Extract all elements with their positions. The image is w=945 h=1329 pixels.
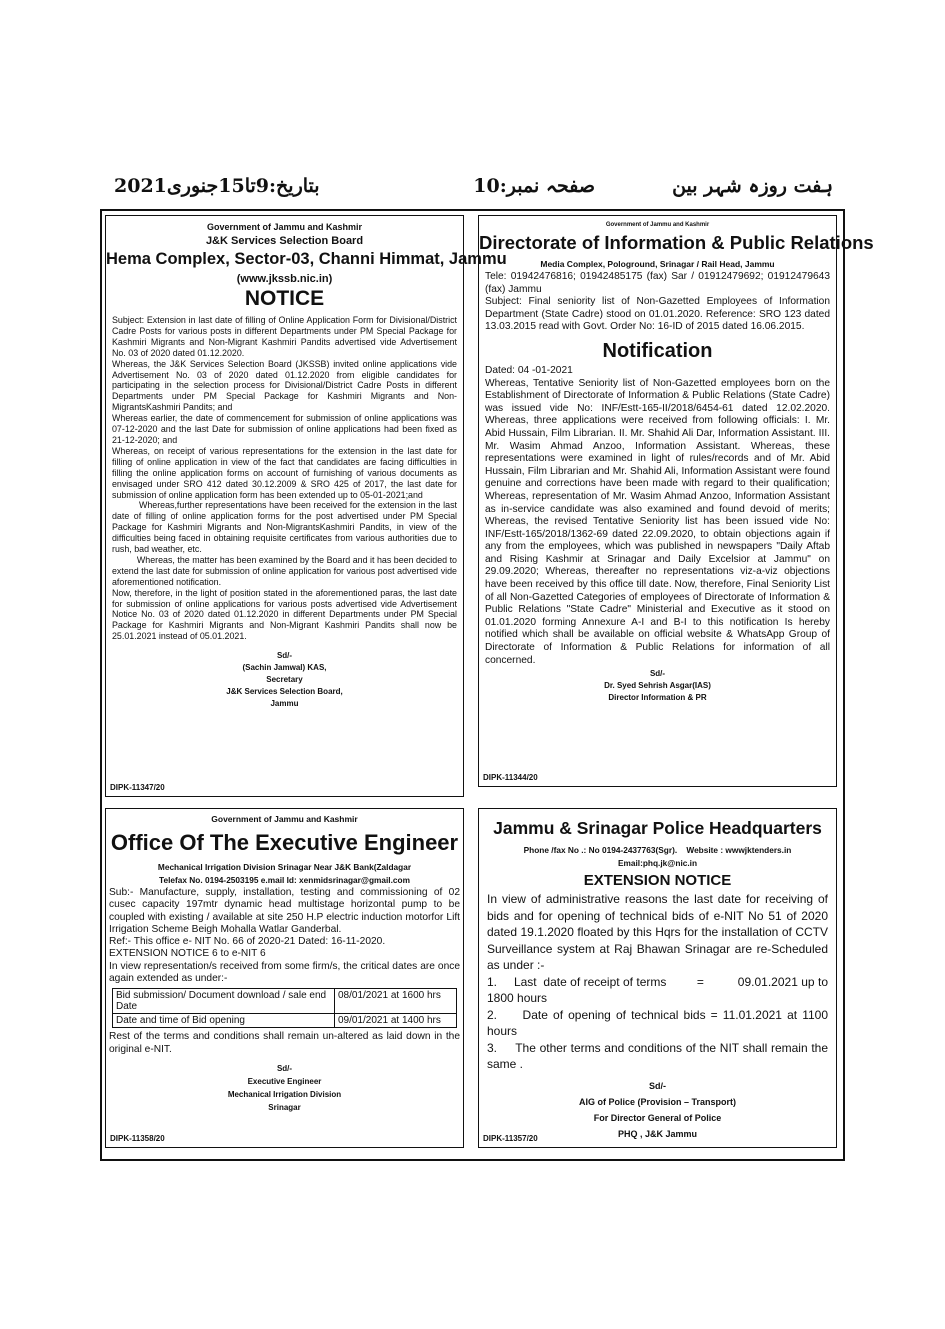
- notification-date: Dated: 04 -01-2021: [485, 364, 573, 376]
- directorate-address: Media Complex, Pologround, Srinagar / Rail Head, Jammu: [540, 259, 775, 269]
- critical-dates-table: [112, 988, 457, 1028]
- police-email: Email:phq.jk@nic.in: [617, 858, 698, 868]
- table-cell: Date and time of Bid opening: [113, 1014, 335, 1028]
- notice-para: Whereas, the matter has been examined by the Board and it has been decided to extend the last date for submission of online application for various post advertised vide aforementioned notification.: [112, 554, 460, 587]
- board-name: J&K Services Selection Board: [205, 235, 364, 247]
- paper-name: ہفت روزہ شہر بین: [672, 175, 833, 197]
- govt-line: Government of Jammu and Kashmir: [211, 814, 358, 824]
- signature-line: PHQ , J&K Jammu: [617, 1128, 698, 1139]
- table-cell: 08/01/2021 at 1600 hrs: [335, 989, 457, 1014]
- signature-line: Executive Engineer: [247, 1076, 322, 1086]
- notice-para: Now, therefore, in the light of position stated in the aforementioned paras, the last date for submission of online applications for various posts advertised vide Advertisement Notice No. 03 of 2020 dated 01.12.2020 in different Departments under PM Special Package for Kashmiri Migrants and Non-Migrant Kashmiri Pandits shall now be 25.01.2021 instead of 05.01.2021.: [112, 587, 457, 642]
- office-heading: Office Of The Executive Engineer: [110, 830, 459, 855]
- board-website: (www.jkssb.nic.in): [236, 273, 333, 285]
- notice-para: Whereas earlier, the date of commencement for submission of online applications was 07-12-2020 and the last Date for submission of online applications had been fixed as 21-12-2020; and: [112, 413, 457, 445]
- table-row: [113, 989, 457, 1014]
- signature-line: AIG of Police (Provision – Transport): [578, 1096, 737, 1107]
- dipk-number: DIPK-11344/20: [483, 773, 538, 782]
- directorate-heading: Directorate of Information & Public Relations: [479, 232, 874, 253]
- extension-para: 3. The other terms and conditions of the NIT shall remain the same .: [487, 1040, 832, 1071]
- signature-line: Sd/-: [649, 1080, 666, 1091]
- notice-body: [112, 315, 460, 642]
- table-row: [113, 1014, 457, 1028]
- notice-para: Whereas, the J&K Services Selection Board (JKSSB) invited online applications vide Advertisement No. 03 of 2020 dated 01.12.2020 from eligible candidates for participating in the selection process for Divisional/District Cadre Posts in different Departments under PM Special Package for Kashmiri Migrants and Non-MigrantsKashmiri Pandits; and: [112, 358, 457, 413]
- notice-para: Whereas, on receipt of various representations for the extension in the last date for filling of online application in view of the fact that candidates are facing difficulties in filling the online application forms on account of furnishing of various documents as envisaged under SRO 412 dated 30.12.2009 & SRO 425 of 2017, the last date for submission of online application form has been extended up to 05-01-2021;and: [112, 445, 457, 500]
- dipk-number: DIPK-11358/20: [110, 1134, 165, 1143]
- police-heading: Jammu & Srinagar Police Headquarters: [493, 818, 822, 838]
- signature-line: Jammu: [270, 699, 299, 709]
- tender-para: Sub:- Manufacture, supply, installation, testing and commissioning of 02 cusec capacity 197mtr dynamic head multistage horizontal pump to be coupled with existing / available at site 250 H.P electric induction motorfor Lift Irrigation Scheme Beigh Mohalla Watlar Ganderbal.: [109, 887, 460, 935]
- signature-block: [106, 1062, 463, 1114]
- jkssb-notice: [105, 215, 507, 797]
- tender-body: [109, 887, 460, 985]
- signature-line: (Sachin Jamwal) KAS,: [242, 663, 327, 673]
- extension-para: In view of administrative reasons the last date for receiving of bids and for opening of technical bids of e-NIT No 51 of 2020 dated 19.1.2020 floated by this Hqrs for the installation of CCTV Surveillance system at Raj Bhawan Srinagar are re-Scheduled as under :-: [487, 892, 828, 972]
- signature-line: Sd/-: [649, 669, 666, 679]
- signature-block: [479, 1078, 836, 1142]
- notification-body: [485, 365, 830, 667]
- notification-title: Notification: [602, 339, 713, 362]
- issue-date: بتاریخ:9تا15جنوری2021: [114, 175, 320, 197]
- govt-line: Government of Jammu and Kashmir: [206, 222, 363, 232]
- board-address: Hema Complex, Sector-03, Channi Himmat, Jammu: [106, 250, 507, 268]
- extension-para: 2. Date of opening of technical bids = 11.01.2021 at 1100 hours: [487, 1007, 832, 1038]
- notice-para: Subject: Extension in last date of filling of Online Application Form for Divisional/District Cadre Posts for various posts in different Departments under PM Special Package for Kashmiri Migrants and Non-Migrant Kashmiri Pandits advertised vide Advertisement No. 03 of 2020 dated 01.12.2020.: [112, 315, 457, 358]
- signature-line: Secretary: [266, 675, 303, 685]
- signature-line: Director Information & PR: [608, 693, 707, 703]
- contact-line: Tele: 01942476816; 01942485175 (fax) Sar / 01912479692; 01912479643 (fax) Jammu: [485, 271, 830, 295]
- page-number: صفحہ نمبر:10: [473, 175, 595, 197]
- table-cell: 09/01/2021 at 1400 hrs: [335, 1014, 457, 1028]
- notification-text: Whereas, Tentative Seniority list of Non-Gazetted employees born on the Establishment of Directorate of Information & Public Relations (State Cadre) was issued vide No: INF/Estt-165-II/2018/6454-61 dated 12.02.2020. Whereas, three applications were received from following officials: I. Mr. Abid Hussain, Film Librarian. II. Mr. Shahid Ali Dar, Information Assistant. III. Mr. Wasim Ahmad Anzoo, Information Assistant. Whereas, these representations were examined in light of rules/records and of Mr. Abid Hussain, Film Librarian and Mr. Shahid Ali, Information Assistant were found genuine and corrections have been made with regard to their qualification; Whereas, representation of Mr. Wasim Ahmad Anzoo, Information Assistant as in-service candidate was also examined and found devoid of merits; Whereas, the revised Tentative Seniority list has been issued vide No: INF/Estt-165/2018/1362-69 dated 22.09.2020, to obtain objections again if any from the employees, which was published in newspapers "Daily Aftab and Rising Kashmir at Srinagar and Daily Excelsior at Jammu" on 29.09.2020; Whereas, thereafter no representations viz-a-viz objections have been received by this office till date. Now, therefore, Final Seniority List of all Non-Gazetted Categories of employees of Directorate of Information & Public Relations "State Cadre" Ministerial and Executive as it stood on 01.01.2020 forming Annexure A-I and B-I to this notification Is hereby notified which shall be available on official website & WhatsApp Group of Directorate of Information & Public Relations for information of all concerned.: [485, 377, 830, 666]
- tender-closing: Rest of the terms and conditions shall remain un-altered as laid down in the original e-NIT.: [109, 1031, 460, 1055]
- subject-line: Subject: Final seniority list of Non-Gazetted Employees of Information Department (State Cadre) stood on 01.01.2020. Reference: SRO 123 dated 13.03.2015 read with Govt. Order No: 16-ID of 2015 dated 16.06.2015.: [485, 296, 830, 333]
- signature-line: J&K Services Selection Board,: [226, 687, 343, 697]
- dipk-number: DIPK-11347/20: [110, 783, 165, 792]
- notice-heading: NOTICE: [244, 287, 325, 310]
- signature-line: Sd/-: [276, 1063, 293, 1073]
- executive-engineer-notice: [105, 808, 464, 1148]
- extension-para: 1. Last date of receipt of terms = 09.01.2021 up to 1800 hours: [487, 974, 832, 1005]
- police-hq-notice: [478, 808, 837, 1148]
- signature-line: Sd/-: [276, 651, 293, 661]
- tender-para: EXTENSION NOTICE 6 to e-NIT 6: [109, 948, 266, 960]
- tender-para: Ref:- This office e- NIT No. 66 of 2020-21 Dated: 16-11-2020.: [109, 936, 386, 948]
- signature-line: Dr. Syed Sehrish Asgar(IAS): [604, 681, 711, 691]
- extension-title: EXTENSION NOTICE: [583, 872, 732, 889]
- dipk-number: DIPK-11357/20: [483, 1134, 538, 1143]
- govt-line: Government of Jammu and Kashmir: [605, 222, 710, 228]
- signature-block: [479, 668, 836, 704]
- notice-para: Whereas,further representations have been received for the extension in the last date of filling of online application forms for the post advertised under PM Special Package for Kashmiri Migrants and Non-MigrantsKashmiri Pandits, in view of the difficulties being faced in obtaining requisite certificates from various authorities due to rush, bad weather, etc.: [112, 500, 460, 555]
- dipr-notification: [478, 215, 874, 787]
- signature-line: For Director General of Police: [593, 1112, 722, 1123]
- signature-line: Srinagar: [268, 1102, 301, 1112]
- extension-body: [487, 891, 832, 1073]
- signature-line: Mechanical Irrigation Division: [227, 1089, 342, 1099]
- police-contact: Phone /fax No .: No 0194-2437763(Sgr). Website : wwwjktenders.in: [523, 845, 792, 855]
- tender-para: In view representation/s received from some firm/s, the critical dates are once again extended as under:-: [109, 960, 460, 985]
- directorate-intro: [485, 271, 830, 334]
- table-cell: Bid submission/ Document download / sale end Date: [113, 989, 335, 1014]
- division-contact: Telefax No. 0194-2503195 e.mail Id: xenmidsrinagar@gmail.com: [159, 875, 410, 885]
- signature-block: [106, 650, 463, 710]
- division-address: Mechanical Irrigation Division Srinagar Near J&K Bank(Zaldagar: [157, 862, 412, 872]
- masthead: [100, 163, 845, 211]
